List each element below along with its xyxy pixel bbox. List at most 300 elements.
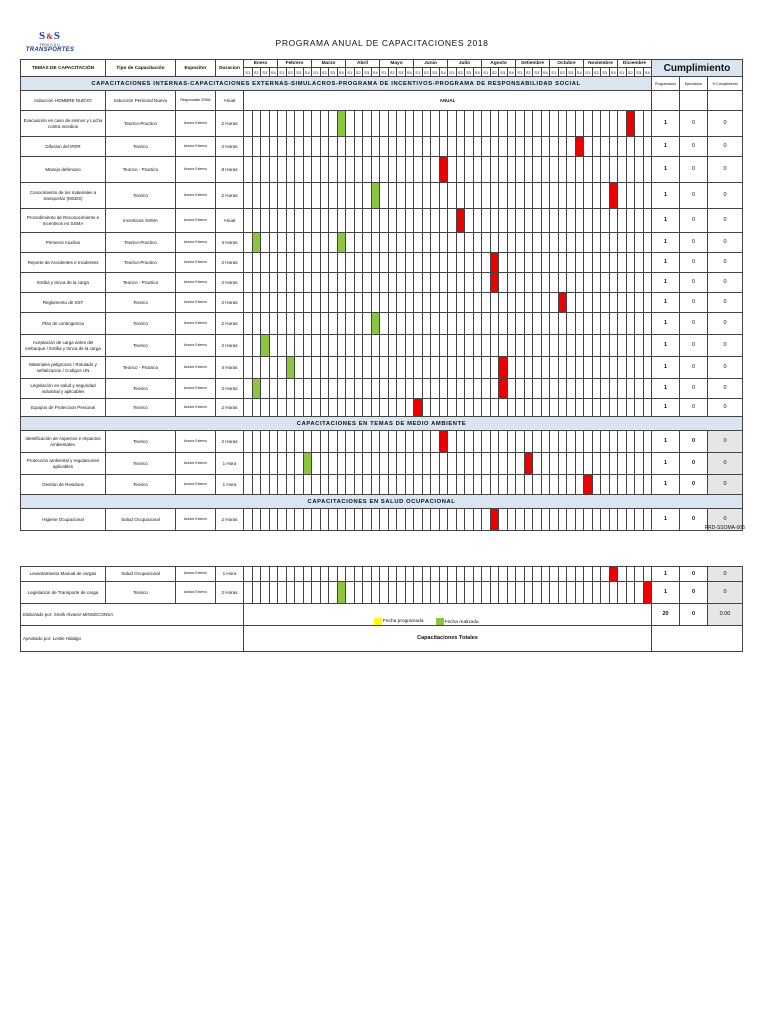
week-cell	[303, 357, 312, 379]
week-header: S1	[279, 69, 285, 75]
week-cell	[507, 475, 516, 495]
training-type: Salud Ocupacional	[106, 567, 176, 582]
week-cell	[363, 582, 372, 604]
week-cell	[541, 111, 550, 137]
week-cell	[575, 111, 584, 137]
week-cell	[431, 453, 440, 475]
week-cell	[261, 111, 270, 137]
week-cell	[635, 273, 644, 293]
week-cell	[303, 253, 312, 273]
week-cell	[363, 233, 372, 253]
week-cell	[269, 209, 278, 233]
legend-programmed-swatch	[374, 618, 382, 625]
section-header: CAPACITACIONES EN SALUD OCUPACIONAL	[21, 495, 743, 509]
kpi-ejecutados: 0	[680, 431, 708, 453]
week-cell	[388, 399, 397, 417]
week-cell	[567, 293, 576, 313]
week-cell	[626, 335, 635, 357]
week-cell	[346, 475, 355, 495]
week-cell	[261, 582, 270, 604]
week-cell	[414, 293, 423, 313]
week-cell	[516, 233, 525, 253]
week-header: S3	[602, 69, 608, 75]
week-cell	[422, 335, 431, 357]
week-cell	[592, 273, 601, 293]
week-cell	[371, 273, 380, 293]
week-cell	[269, 273, 278, 293]
week-cell	[354, 111, 363, 137]
week-cell	[244, 582, 253, 604]
week-cell	[346, 183, 355, 209]
week-cell	[601, 399, 610, 417]
week-cell	[558, 431, 567, 453]
week-cell	[626, 475, 635, 495]
week-cell	[371, 335, 380, 357]
week-cell	[524, 335, 533, 357]
week-cell	[405, 379, 414, 399]
programmed-week-marker	[499, 357, 508, 379]
week-cell	[388, 137, 397, 157]
week-cell	[397, 379, 406, 399]
week-cell	[295, 582, 304, 604]
week-cell	[312, 293, 321, 313]
week-cell	[269, 253, 278, 273]
kpi-cumplimiento: 0	[708, 273, 743, 293]
week-cell	[312, 137, 321, 157]
week-cell	[380, 357, 389, 379]
week-cell	[278, 582, 287, 604]
week-cell	[635, 357, 644, 379]
week-cell	[329, 453, 338, 475]
kpi-ejecutados: 0	[680, 253, 708, 273]
week-cell	[269, 399, 278, 417]
week-cell	[405, 273, 414, 293]
week-cell	[490, 453, 499, 475]
kpi-cumplimiento: 0	[708, 379, 743, 399]
week-cell	[354, 453, 363, 475]
week-cell	[244, 335, 253, 357]
week-cell	[456, 453, 465, 475]
week-cell	[635, 293, 644, 313]
week-cell	[490, 209, 499, 233]
week-cell	[618, 582, 627, 604]
week-cell	[405, 357, 414, 379]
week-cell	[643, 273, 652, 293]
week-cell	[490, 137, 499, 157]
week-cell	[261, 293, 270, 313]
week-cell	[388, 431, 397, 453]
week-cell	[354, 313, 363, 335]
week-cell	[626, 253, 635, 273]
week-cell	[473, 293, 482, 313]
week-cell	[643, 335, 652, 357]
week-cell	[312, 475, 321, 495]
week-cell	[626, 293, 635, 313]
week-cell	[482, 157, 491, 183]
week-cell	[371, 157, 380, 183]
week-cell	[507, 453, 516, 475]
week-cell	[592, 233, 601, 253]
week-cell	[261, 273, 270, 293]
week-cell	[320, 379, 329, 399]
training-row	[21, 582, 743, 604]
week-cell	[575, 582, 584, 604]
week-header: S2	[389, 69, 395, 75]
month-header: Octubre	[550, 60, 584, 68]
week-header: S2	[627, 69, 633, 75]
week-cell	[397, 157, 406, 183]
week-cell	[312, 209, 321, 233]
week-cell	[269, 233, 278, 253]
week-cell	[601, 453, 610, 475]
week-cell	[533, 399, 542, 417]
week-cell	[431, 209, 440, 233]
week-cell	[278, 431, 287, 453]
week-cell	[609, 335, 618, 357]
week-cell	[269, 567, 278, 582]
week-cell	[414, 379, 423, 399]
kpi-ejecutados: 0	[680, 582, 708, 604]
week-cell	[397, 273, 406, 293]
week-cell	[286, 475, 295, 495]
logo-brand: TRANSPORTES	[25, 47, 75, 53]
kpi-header-ejecutados: Ejecutados	[680, 77, 708, 91]
week-cell	[592, 137, 601, 157]
training-topic: Reporte de Accidentes e Incidentes	[21, 253, 106, 273]
week-cell	[295, 399, 304, 417]
training-duration: 2 Horas	[216, 509, 244, 531]
week-cell	[473, 509, 482, 531]
week-cell	[507, 157, 516, 183]
week-cell	[558, 137, 567, 157]
week-cell	[618, 253, 627, 273]
week-cell	[405, 111, 414, 137]
training-speaker: Asesor Externo	[176, 357, 216, 379]
week-cell	[499, 509, 508, 531]
week-cell	[643, 475, 652, 495]
week-cell	[541, 509, 550, 531]
week-cell	[643, 183, 652, 209]
total-ejecutados: 0	[680, 604, 708, 626]
week-cell	[448, 475, 457, 495]
week-cell	[405, 157, 414, 183]
week-cell	[635, 567, 644, 582]
week-cell	[312, 183, 321, 209]
week-cell	[244, 273, 253, 293]
week-cell	[346, 253, 355, 273]
week-cell	[533, 509, 542, 531]
programmed-week-marker	[524, 453, 533, 475]
week-cell	[354, 209, 363, 233]
week-cell	[482, 357, 491, 379]
week-cell	[303, 431, 312, 453]
week-cell	[337, 157, 346, 183]
week-cell	[490, 157, 499, 183]
week-cell	[346, 293, 355, 313]
week-cell	[567, 313, 576, 335]
week-cell	[380, 273, 389, 293]
programmed-week-marker	[558, 293, 567, 313]
week-cell	[312, 273, 321, 293]
page-code: PRD-SSOMA-005	[704, 525, 745, 531]
week-cell	[456, 111, 465, 137]
week-cell	[448, 233, 457, 253]
week-cell	[295, 233, 304, 253]
week-cell	[337, 273, 346, 293]
week-cell	[414, 509, 423, 531]
week-cell	[431, 335, 440, 357]
training-speaker: Asesor Externo	[176, 111, 216, 137]
kpi-header-programados: Programados	[652, 77, 680, 91]
programmed-week-marker	[499, 379, 508, 399]
week-cell	[269, 431, 278, 453]
training-speaker: Asesor Externo	[176, 335, 216, 357]
week-cell	[329, 157, 338, 183]
week-header: S4	[644, 69, 650, 75]
week-cell	[354, 273, 363, 293]
week-cell	[388, 293, 397, 313]
week-cell	[320, 313, 329, 335]
week-cell	[320, 233, 329, 253]
week-cell	[380, 157, 389, 183]
week-cell	[499, 431, 508, 453]
training-duration: 2 Horas	[216, 582, 244, 604]
week-cell	[541, 183, 550, 209]
week-cell	[643, 509, 652, 531]
week-cell	[371, 582, 380, 604]
week-cell	[558, 233, 567, 253]
legend-executed-label: Fecha realizada	[444, 619, 479, 625]
week-cell	[439, 357, 448, 379]
company-logo: S&S PERÚ S.A.C. TRANSPORTES	[20, 30, 80, 53]
week-cell	[618, 137, 627, 157]
week-cell	[456, 293, 465, 313]
week-cell	[499, 273, 508, 293]
week-cell	[626, 509, 635, 531]
kpi-cumplimiento: 0	[708, 183, 743, 209]
week-cell	[626, 273, 635, 293]
total-cumplimiento: 0.00	[708, 604, 743, 626]
week-cell	[320, 399, 329, 417]
week-cell	[439, 209, 448, 233]
week-cell	[303, 157, 312, 183]
week-cell	[252, 183, 261, 209]
week-header: S3	[500, 69, 506, 75]
week-cell	[609, 313, 618, 335]
week-cell	[337, 253, 346, 273]
training-topic: Evacuación en caso de sismos y Lucha contra incedios	[21, 111, 106, 137]
week-header: S1	[313, 69, 319, 75]
week-cell	[448, 111, 457, 137]
week-cell	[371, 233, 380, 253]
week-cell	[490, 399, 499, 417]
kpi-cumplimiento: 0	[708, 137, 743, 157]
week-cell	[337, 431, 346, 453]
document-title: PROGRAMA ANUAL DE CAPACITACIONES 2018	[275, 38, 489, 48]
week-cell	[490, 357, 499, 379]
training-speaker: Asesor Externo	[176, 475, 216, 495]
week-cell	[244, 209, 253, 233]
week-cell	[456, 313, 465, 335]
week-cell	[618, 273, 627, 293]
week-cell	[550, 335, 559, 357]
executed-week-marker	[252, 379, 261, 399]
week-cell	[516, 273, 525, 293]
week-cell	[337, 475, 346, 495]
week-cell	[558, 509, 567, 531]
week-cell	[278, 111, 287, 137]
week-cell	[524, 379, 533, 399]
week-cell	[490, 111, 499, 137]
week-cell	[422, 253, 431, 273]
week-cell	[635, 582, 644, 604]
week-cell	[609, 157, 618, 183]
week-cell	[635, 431, 644, 453]
week-cell	[320, 335, 329, 357]
week-cell	[490, 379, 499, 399]
training-duration: 2 Horas	[216, 293, 244, 313]
training-type: Teorico	[106, 183, 176, 209]
week-cell	[431, 431, 440, 453]
week-cell	[363, 293, 372, 313]
week-cell	[533, 582, 542, 604]
week-cell	[380, 335, 389, 357]
week-header: S4	[576, 69, 582, 75]
executed-week-marker	[337, 233, 346, 253]
week-cell	[533, 157, 542, 183]
week-cell	[482, 475, 491, 495]
week-cell	[312, 379, 321, 399]
week-cell	[329, 357, 338, 379]
week-cell	[592, 253, 601, 273]
training-topic: Protección ambiental y regulaciones aplicables	[21, 453, 106, 475]
training-row	[21, 183, 743, 209]
week-header: S2	[525, 69, 531, 75]
week-cell	[550, 293, 559, 313]
col-header-tipo: Tipo de Capacitación	[106, 60, 176, 77]
month-header: Agosto	[482, 60, 516, 68]
week-cell	[558, 357, 567, 379]
week-cell	[312, 567, 321, 582]
week-header: S1	[517, 69, 523, 75]
week-cell	[354, 293, 363, 313]
kpi-ejecutados: 0	[680, 399, 708, 417]
week-cell	[550, 582, 559, 604]
week-cell	[507, 357, 516, 379]
week-cell	[584, 209, 593, 233]
week-cell	[524, 183, 533, 209]
week-cell	[473, 253, 482, 273]
week-cell	[533, 111, 542, 137]
week-header: S4	[304, 69, 310, 75]
week-cell	[448, 431, 457, 453]
week-cell	[541, 582, 550, 604]
week-cell	[278, 379, 287, 399]
week-cell	[609, 357, 618, 379]
week-cell	[439, 233, 448, 253]
week-cell	[337, 183, 346, 209]
week-cell	[329, 567, 338, 582]
month-header: Diciembre	[618, 60, 652, 68]
week-cell	[618, 209, 627, 233]
week-cell	[414, 357, 423, 379]
week-cell	[405, 399, 414, 417]
training-row	[21, 453, 743, 475]
week-cell	[278, 475, 287, 495]
week-cell	[363, 399, 372, 417]
week-cell	[337, 357, 346, 379]
training-speaker: Asesor Externo	[176, 453, 216, 475]
week-cell	[575, 273, 584, 293]
week-cell	[431, 273, 440, 293]
week-cell	[609, 253, 618, 273]
week-cell	[312, 253, 321, 273]
week-cell	[346, 273, 355, 293]
week-cell	[252, 313, 261, 335]
week-cell	[388, 453, 397, 475]
week-cell	[465, 111, 474, 137]
training-duration: 2 Horas	[216, 335, 244, 357]
week-cell	[363, 509, 372, 531]
week-cell	[575, 475, 584, 495]
week-cell	[320, 137, 329, 157]
training-row	[21, 137, 743, 157]
week-cell	[363, 475, 372, 495]
week-cell	[346, 137, 355, 157]
col-header-duracion: Duracion	[216, 60, 244, 77]
week-cell	[414, 335, 423, 357]
week-cell	[269, 379, 278, 399]
week-cell	[397, 137, 406, 157]
week-cell	[252, 111, 261, 137]
week-cell	[252, 253, 261, 273]
week-cell	[388, 111, 397, 137]
executed-week-marker	[371, 183, 380, 209]
week-cell	[456, 379, 465, 399]
week-cell	[261, 475, 270, 495]
week-cell	[346, 453, 355, 475]
week-cell	[490, 335, 499, 357]
week-cell	[643, 399, 652, 417]
week-cell	[524, 313, 533, 335]
week-cell	[601, 293, 610, 313]
week-cell	[592, 582, 601, 604]
training-speaker: Asesor Externo	[176, 183, 216, 209]
week-cell	[541, 273, 550, 293]
week-cell	[431, 582, 440, 604]
week-cell	[609, 453, 618, 475]
week-cell	[295, 111, 304, 137]
week-cell	[473, 431, 482, 453]
training-type: Teorico-Practico	[106, 253, 176, 273]
week-cell	[320, 209, 329, 233]
week-cell	[601, 313, 610, 335]
training-topic: Equipos de Proteccion Personal	[21, 399, 106, 417]
week-cell	[609, 137, 618, 157]
week-cell	[618, 335, 627, 357]
week-cell	[550, 183, 559, 209]
programmed-week-marker	[575, 137, 584, 157]
week-cell	[465, 357, 474, 379]
week-cell	[584, 335, 593, 357]
week-cell	[414, 233, 423, 253]
week-cell	[295, 183, 304, 209]
week-cell	[363, 357, 372, 379]
week-cell	[422, 183, 431, 209]
week-cell	[286, 137, 295, 157]
week-cell	[533, 313, 542, 335]
week-cell	[380, 293, 389, 313]
